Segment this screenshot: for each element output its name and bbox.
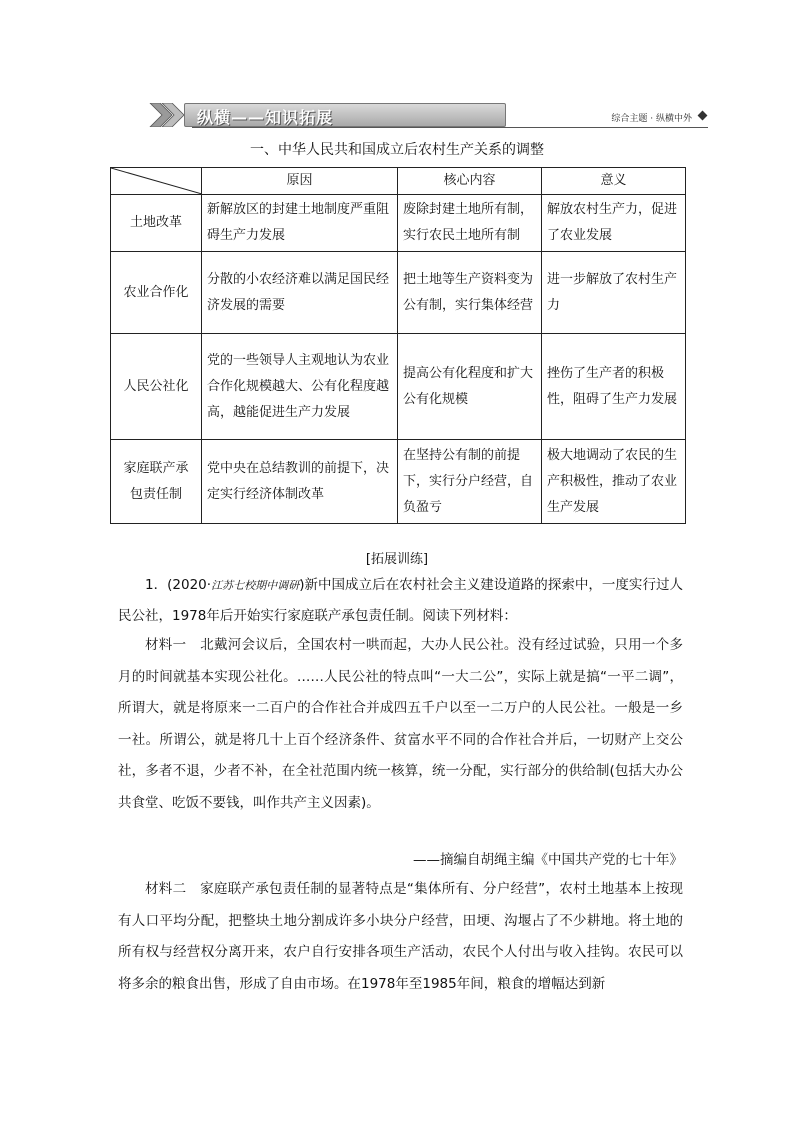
question-stem xyxy=(118,570,683,631)
diamond-icon xyxy=(698,111,708,121)
row-label: 土地改革 xyxy=(111,195,202,252)
table-row xyxy=(111,252,686,334)
reason-cell: 党的一些领导人主观地认为农业合作化规模越大、公有化程度越高，越能促进生产力发展 xyxy=(202,334,398,440)
diagonal-line xyxy=(111,168,202,194)
row-label: 人民公社化 xyxy=(111,334,202,440)
material-one: 材料一 北戴河会议后，全国农村一哄而起，大办人民公社。没有经过试验，只用一个多月的时间就基本实现公社化。……人民公社的特点叫“一大二公”，实际上就是搞“一平二调”，所谓大，就是将原来一二百户的合作社合并成四五千户以至一二万户的人民公社。一般是一乡一社。所谓公，就是将几十上百个经济条件、贫富水平不同的合作社合并后，一切财产上交公社，多者不退，少者不补，在全社范围内统一核算，统一分配，实行部分的供给制(包括大办公共食堂、吃饭不要钱，叫作共产主义因素)。 xyxy=(118,637,683,811)
table-row xyxy=(111,195,686,252)
content-cell: 提高公有化程度和扩大公有化规模 xyxy=(398,334,542,440)
question-number: 1．(2020· xyxy=(145,577,212,593)
header-rule xyxy=(192,127,708,128)
page-header xyxy=(148,99,708,129)
reason-cell: 新解放区的封建土地制度严重阻碍生产力发展 xyxy=(202,195,398,252)
column-header: 原因 xyxy=(202,168,398,195)
section-title: [拓展训练] xyxy=(365,552,429,567)
table-title: 一、中华人民共和国成立后农村生产关系的调整 xyxy=(250,142,544,158)
table-row xyxy=(111,334,686,440)
content-cell: 把土地等生产资料变为公有制，实行集体经营 xyxy=(398,252,542,334)
banner-title: 纵横——知识拓展 xyxy=(197,108,334,127)
table-corner-cell xyxy=(111,168,202,195)
content-cell: 废除封建土地所有制，实行农民土地所有制 xyxy=(398,195,542,252)
table-header-row xyxy=(111,168,686,195)
row-label: 家庭联产承包责任制 xyxy=(111,440,202,524)
meaning-cell: 解放农村生产力，促进了农业发展 xyxy=(542,195,686,252)
meaning-cell: 挫伤了生产者的积极性，阻碍了生产力发展 xyxy=(542,334,686,440)
chevron-arrows-icon xyxy=(148,103,188,127)
question-source: 江苏七校期中调研 xyxy=(211,579,300,592)
material-two: 材料二 家庭联产承包责任制的显著特点是“集体所有、分户经营”，农村土地基本上按现有人口平均分配，把整块土地分割成许多小块分户经营，田埂、沟堰占了不少耕地。将土地的所有权与经营权分离开来，农户自行安排各项生产活动，农民个人付出与收入挂钩。农民可以将多余的粮食出售，形成了自由市场。在1978年至1985年间，粮食的增幅达到新 xyxy=(118,881,683,992)
reason-cell: 党中央在总结教训的前提下，决定实行经济体制改革 xyxy=(202,440,398,524)
section-banner xyxy=(184,103,506,127)
column-header: 意义 xyxy=(542,168,686,195)
column-header: 核心内容 xyxy=(398,168,542,195)
reason-cell: 分散的小农经济难以满足国民经济发展的需要 xyxy=(202,252,398,334)
row-label: 农业合作化 xyxy=(111,252,202,334)
material-one-source: ——摘编自胡绳主编《中国共产党的七十年》 xyxy=(413,852,683,868)
topic-label: 综合主题 · 纵横中外 xyxy=(611,114,692,124)
content-cell: 在坚持公有制的前提下，实行分户经营，自负盈亏 xyxy=(398,440,542,524)
table-row xyxy=(111,440,686,524)
meaning-cell: 进一步解放了农村生产力 xyxy=(542,252,686,334)
adjustment-table xyxy=(110,167,686,524)
question-text: )新中国成立后在农村社会主义建设道路的探索中，一度实行过人民公社，1978年后开始实行家庭联产承包责任制。阅读下列材料： xyxy=(118,577,683,624)
meaning-cell: 极大地调动了农民的生产积极性，推动了农业生产发展 xyxy=(542,440,686,524)
